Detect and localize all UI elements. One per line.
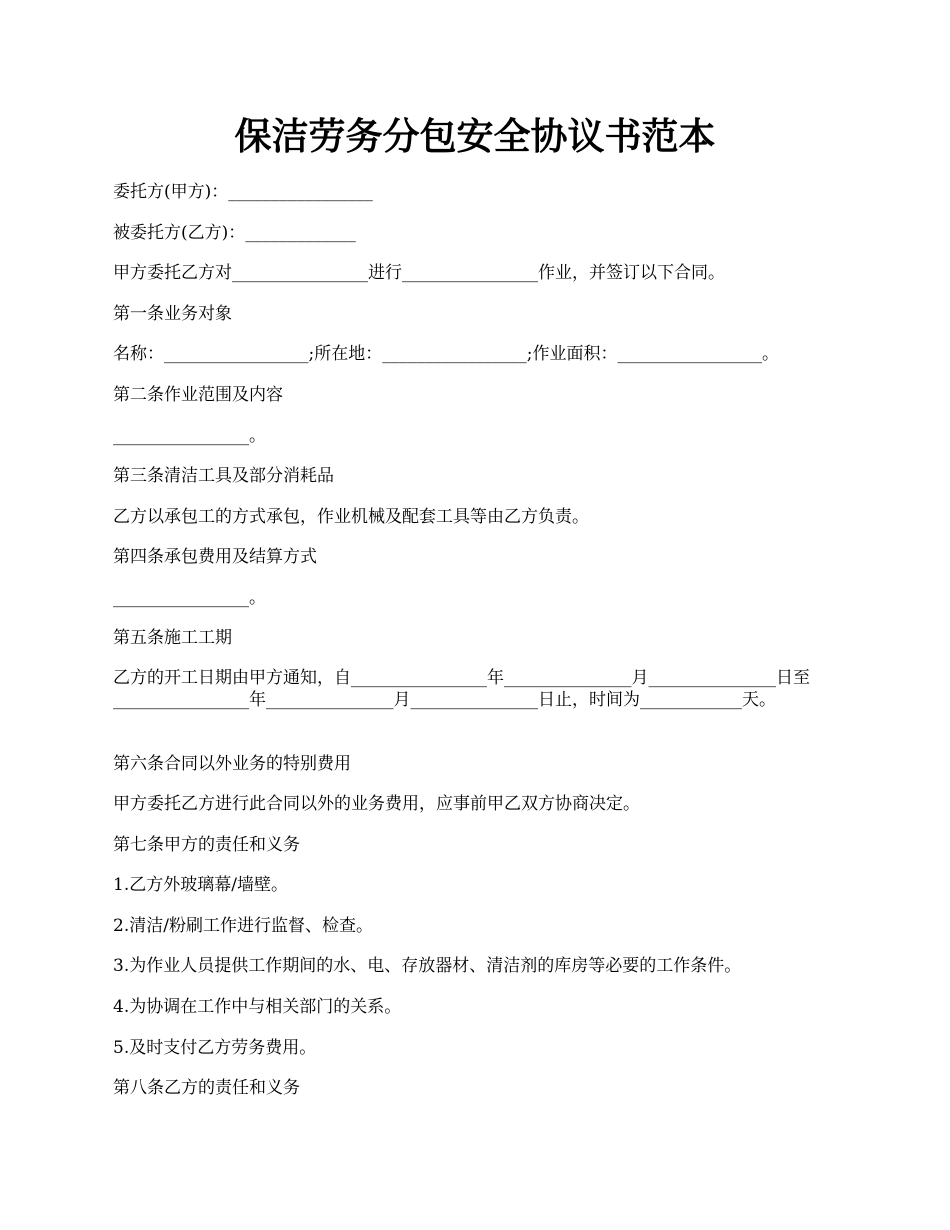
- article-3-heading: 第三条清洁工具及部分消耗品: [113, 466, 334, 486]
- article-7-item-5: 5.及时支付乙方劳务费用。: [113, 1038, 317, 1058]
- article-7-heading: 第七条甲方的责任和义务: [113, 835, 300, 855]
- article-7-item-2: 2.清洁/粉刷工作进行监督、检查。: [113, 916, 373, 936]
- article-8-heading: 第八条乙方的责任和义务: [113, 1078, 300, 1098]
- article-6-content: 甲方委托乙方进行此合同以外的业务费用，应事前甲乙双方协商决定。: [113, 794, 640, 814]
- article-2-heading: 第二条作业范围及内容: [113, 385, 283, 405]
- article-3-content: 乙方以承包工的方式承包，作业机械及配套工具等由乙方负责。: [113, 507, 589, 527]
- article-7-item-4: 4.为协调在工作中与相关部门的关系。: [113, 997, 402, 1017]
- article-1-heading: 第一条业务对象: [113, 304, 232, 324]
- document-title: 保洁劳务分包安全协议书范本: [234, 114, 716, 158]
- article-4-heading: 第四条承包费用及结算方式: [113, 547, 317, 567]
- article-6-heading: 第六条合同以外业务的特别费用: [113, 754, 351, 774]
- article-1-content: 名称：_________________;所在地：_________________;作业面积：_________________。: [113, 344, 779, 364]
- party-a-line: 委托方(甲方)：_________________: [113, 182, 373, 202]
- article-5-heading: 第五条施工工期: [113, 628, 232, 648]
- article-7-item-3: 3.为作业人员提供工作期间的水、电、存放器材、清洁剂的库房等必要的工作条件。: [113, 956, 742, 976]
- article-7-item-1: 1.乙方外玻璃幕/墙壁。: [113, 875, 288, 895]
- article-5-content: 乙方的开工日期由甲方通知，自________________年_______________月_______________日至________________年_______________月_______________日止，时间为____________天。: [113, 668, 810, 710]
- article-2-content: ________________。: [113, 426, 266, 446]
- article-4-content: ________________。: [113, 588, 266, 608]
- intro-line: 甲方委托乙方对________________进行________________作业，并签订以下合同。: [113, 263, 725, 283]
- party-b-line: 被委托方(乙方)：_____________: [113, 223, 356, 243]
